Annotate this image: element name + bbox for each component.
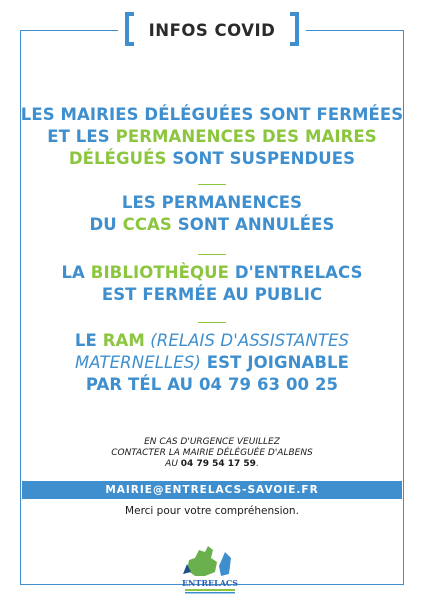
ram-notice [20,330,404,396]
ram-phone-line: PAR TÉL AU 04 79 63 00 25 [85,375,339,394]
separator [198,322,226,323]
bibliotheque-line-1 [20,262,404,284]
ram-expansion-end: MATERNELLES) [74,353,201,372]
mairies-line-2 [20,126,404,148]
mairies-line-3-end: SONT SUSPENDUES [166,149,356,168]
bibliotheque-line-1-end: D'ENTRELACS [228,263,363,282]
entrelacs-logo [175,540,245,596]
separator [198,254,226,255]
ccas-line-2-end: SONT ANNULÉES [171,215,335,234]
urgent-line-3-end: . [255,459,259,469]
email-link[interactable]: MAIRIE@ENTRELACS-SAVOIE.FR [105,484,319,496]
page-title: INFOS COVID [148,20,276,40]
logo-blue-shape [219,552,231,576]
email-banner [22,481,402,499]
bibliotheque-notice [20,262,404,306]
ccas-highlight: CCAS [122,215,172,234]
urgent-line-2: CONTACTER LA MAIRIE DÉLÉGUÉE D'ALBENS [111,448,313,458]
separator [198,184,226,185]
delegues-highlight: DÉLÉGUÉS [68,149,167,168]
permanences-highlight: PERMANENCES DES MAIRES [115,127,377,146]
urgent-line-1: EN CAS D'URGENCE VEUILLEZ [144,437,280,447]
bibliotheque-line-2: EST FERMÉE AU PUBLIC [101,285,323,304]
ccas-line-2 [20,214,404,236]
bibliotheque-highlight: BIBLIOTHÈQUE [90,263,229,282]
ccas-line-2-start: DU [89,215,123,234]
urgent-phone: 04 79 54 17 59 [180,459,256,469]
ram-line-2 [20,352,404,374]
ram-line-1 [20,330,404,352]
logo-stripe-green [185,589,235,591]
logo-green-shape [187,546,217,576]
mairies-line-3 [20,148,404,170]
ram-line-1-start: LE [74,331,103,350]
ram-line-2-end: EST JOIGNABLE [200,353,350,372]
ram-expansion-start: (RELAIS D'ASSISTANTES [144,331,350,350]
header-title-box [118,10,306,50]
logo-stripe-blue [185,592,235,594]
mairies-line-1: LES MAIRIES DÉLÉGUÉES SONT FERMÉES [20,105,404,124]
mairies-notice [20,104,404,170]
ccas-line-1: LES PERMANENCES [121,193,303,212]
mairies-line-2-start: ET LES [47,127,116,146]
ram-highlight: RAM [102,331,145,350]
ccas-notice [20,192,404,236]
thanks-message: Merci pour votre compréhension. [125,505,299,517]
left-bracket-icon [125,12,134,46]
urgent-line-3 [20,459,404,470]
urgent-line-3-start: AU [165,459,181,469]
urgent-notice [20,437,404,470]
logo-text: ENTRELACS [181,578,239,588]
right-bracket-icon [290,12,299,46]
bibliotheque-line-1-start: LA [61,263,91,282]
